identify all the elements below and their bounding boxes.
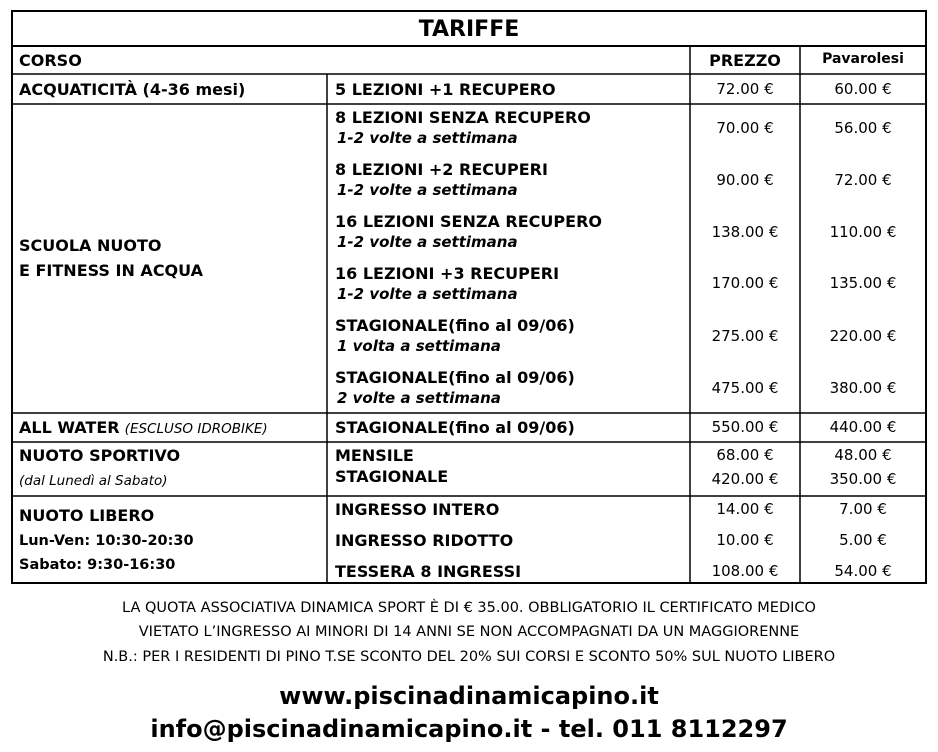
pavarolesi-price-value: 56.00 € xyxy=(834,119,892,137)
price-value: 108.00 € xyxy=(711,562,779,580)
lesson-label: MENSILE xyxy=(335,446,414,465)
frequency-label: 1-2 volte a settimana xyxy=(337,129,518,147)
category-all-water-note: (ESCLUSO IDROBIKE) xyxy=(124,421,268,437)
lesson-label: INGRESSO INTERO xyxy=(335,500,500,519)
website-link[interactable]: www.piscinadinamicapino.it xyxy=(279,682,659,710)
header-price: PREZZO xyxy=(709,51,781,70)
frequency-label: 2 volte a settimana xyxy=(337,389,501,407)
pavarolesi-price-value: 135.00 € xyxy=(829,274,897,292)
header-course: CORSO xyxy=(19,51,82,70)
hours-weekdays: Lun-Ven: 10:30-20:30 xyxy=(19,533,194,549)
pavarolesi-price-value: 110.00 € xyxy=(829,223,897,241)
lesson-label: STAGIONALE(fino al 09/06) xyxy=(335,316,575,335)
pavarolesi-price-value: 72.00 € xyxy=(834,171,892,189)
price-value: 90.00 € xyxy=(716,171,774,189)
table-title: TARIFFE xyxy=(418,17,520,42)
hours-saturday: Sabato: 9:30-16:30 xyxy=(19,557,176,573)
category-all-water xyxy=(19,420,268,437)
lesson-label: STAGIONALE(fino al 09/06) xyxy=(335,368,575,387)
pavarolesi-price-value: 220.00 € xyxy=(829,327,897,345)
frequency-label: 1 volta a settimana xyxy=(337,337,501,355)
category-acquaticita: ACQUATICITÀ (4-36 mesi) xyxy=(19,80,246,99)
header-pavarolesi: Pavarolesi xyxy=(822,51,904,67)
price-value: 138.00 € xyxy=(711,223,779,241)
price-value: 70.00 € xyxy=(716,119,774,137)
lesson-label: 8 LEZIONI +2 RECUPERI xyxy=(335,160,548,179)
category-nuoto-sportivo-note: (dal Lunedì al Sabato) xyxy=(19,473,168,489)
lesson-label: STAGIONALE(fino al 09/06) xyxy=(335,418,575,437)
price-value: 475.00 € xyxy=(711,379,779,397)
pavarolesi-price-value: 380.00 € xyxy=(829,379,897,397)
price-value: 14.00 € xyxy=(716,500,774,518)
pavarolesi-price-value: 7.00 € xyxy=(839,500,887,518)
category-scuola-nuoto-line1: SCUOLA NUOTO xyxy=(19,236,162,255)
footer-association-fee: LA QUOTA ASSOCIATIVA DINAMICA SPORT È DI € 35.00. OBBLIGATORIO IL CERTIFICATO MEDICO xyxy=(122,600,816,616)
pavarolesi-price-value: 60.00 € xyxy=(834,80,892,98)
frequency-label: 1-2 volte a settimana xyxy=(337,181,518,199)
lesson-label: TESSERA 8 INGRESSI xyxy=(335,562,522,581)
price-value: 72.00 € xyxy=(716,80,774,98)
price-value: 170.00 € xyxy=(711,274,779,292)
pavarolesi-price-value: 48.00 € xyxy=(834,446,892,464)
frequency-label: 1-2 volte a settimana xyxy=(337,285,518,303)
lesson-label: 8 LEZIONI SENZA RECUPERO xyxy=(335,108,591,127)
frequency-label: 1-2 volte a settimana xyxy=(337,233,518,251)
pavarolesi-price-value: 440.00 € xyxy=(829,418,897,436)
price-value: 275.00 € xyxy=(711,327,779,345)
category-nuoto-sportivo: NUOTO SPORTIVO xyxy=(19,446,181,465)
lesson-label: 16 LEZIONI +3 RECUPERI xyxy=(335,264,560,283)
contact-info[interactable]: info@piscinadinamicapino.it - tel. 011 8112297 xyxy=(150,715,788,743)
price-value: 550.00 € xyxy=(711,418,779,436)
pavarolesi-price-value: 350.00 € xyxy=(829,470,897,488)
category-nuoto-libero: NUOTO LIBERO xyxy=(19,506,155,525)
pavarolesi-price-value: 5.00 € xyxy=(839,531,887,549)
lesson-label: INGRESSO RIDOTTO xyxy=(335,531,514,550)
category-scuola-nuoto-line2: E FITNESS IN ACQUA xyxy=(19,261,204,280)
lesson-label: 16 LEZIONI SENZA RECUPERO xyxy=(335,212,602,231)
lesson-label: STAGIONALE xyxy=(335,467,449,486)
price-value: 68.00 € xyxy=(716,446,774,464)
lesson-label: 5 LEZIONI +1 RECUPERO xyxy=(335,80,556,99)
price-value: 10.00 € xyxy=(716,531,774,549)
pavarolesi-price-value: 54.00 € xyxy=(834,562,892,580)
footer-age-restriction: VIETATO L’INGRESSO AI MINORI DI 14 ANNI SE NON ACCOMPAGNATI DA UN MAGGIORENNE xyxy=(138,624,800,640)
footer-resident-discount: N.B.: PER I RESIDENTI DI PINO T.SE SCONTO DEL 20% SUI CORSI E SCONTO 50% SUL NUOTO LIBERO xyxy=(102,649,836,665)
category-all-water-label: ALL WATER xyxy=(19,418,120,437)
price-value: 420.00 € xyxy=(711,470,779,488)
